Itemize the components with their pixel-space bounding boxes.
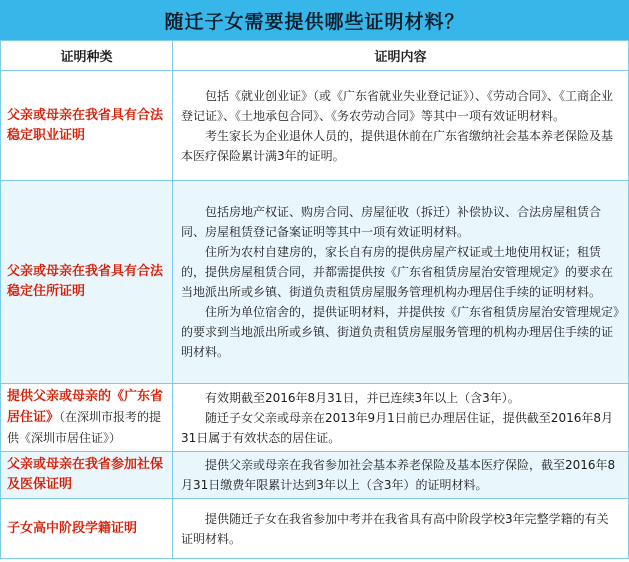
table-row <box>1 384 629 452</box>
category-cell <box>1 181 173 384</box>
content-paragraph: 提供随迁子女在我省参加中考并在我省具有高中阶段学校3年完整学籍的有关证明材料。 <box>181 511 609 546</box>
table-row <box>1 499 629 559</box>
page-title: 随迁子女需要提供哪些证明材料？ <box>0 0 629 40</box>
table-row <box>1 181 629 384</box>
category-main: 提供父亲或母亲的《广东省居住证》 <box>7 388 164 425</box>
table-header-row <box>1 41 629 71</box>
category-cell <box>1 384 173 452</box>
content-cell <box>173 181 629 384</box>
content-paragraph: 包括房地产权证、购房合同、房屋征收（拆迁）补偿协议、合法房屋租赁合同、房屋租赁登记备案证明等其中一项有效证明材料。 <box>181 205 602 239</box>
content-paragraph: 提供父亲或母亲在我省参加社会基本养老保险及基本医疗保险，截至2016年8月31日缴费年限累计达到3年以上（含3年）的证明材料。 <box>181 458 616 492</box>
content-paragraph: 住所为农村自建房的，家长自有房的提供房屋产权证或土地使用权证；租赁的，提供房屋租赁合同，并都需提供按《广东省租赁房屋治安管理规定》的要求在当地派出所或乡镇、街道负责租赁房屋服务管理机构办理居住手续的证明材料。 <box>181 245 614 299</box>
content-paragraph: 考生家长为企业退休人员的，提供退休前在广东省缴纳社会基本养老保险及基本医疗保险累计满3年的证明。 <box>181 128 614 163</box>
category-cell <box>1 452 173 499</box>
content-paragraph: 随迁子女父亲或母亲在2013年9月1日前已办理居住证，提供截至2016年8月31日属于有效状态的居住证。 <box>181 410 613 445</box>
category-note: （在深圳市报考的提供《深圳市居住证》） <box>7 409 162 445</box>
category-label: 子女高中阶段学籍证明 <box>7 520 138 536</box>
category-label: 父亲或母亲在我省具有合法稳定职业证明 <box>7 107 164 143</box>
column-header-type: 证明种类 <box>1 41 173 71</box>
content-cell <box>173 452 629 499</box>
content-cell <box>173 384 629 452</box>
content-paragraph: 有效期截至2016年8月31日，并已连续3年以上（含3年）。 <box>205 390 520 405</box>
category-label: 父亲或母亲在我省参加社保及医保证明 <box>7 457 164 492</box>
content-cell <box>173 71 629 181</box>
content-paragraph: 住所为单位宿舍的，提供证明材料，并提供按《广东省租赁房屋治安管理规定》的要求到当地派出所或乡镇、街道负责租赁房屋服务管理的机构办理居住手续的证明材料。 <box>181 305 620 359</box>
category-cell <box>1 499 173 559</box>
content-paragraph: 包括《就业创业证》（或《广东省就业失业登记证》）、《劳动合同》、《工商企业登记证》、《土地承包合同》、《务农劳动合同》等其中一项有效证明材料。 <box>181 88 614 123</box>
table-row <box>1 452 629 499</box>
category-cell <box>1 71 173 181</box>
content-cell <box>173 499 629 559</box>
column-header-content: 证明内容 <box>173 41 629 71</box>
materials-table <box>0 40 629 559</box>
category-label <box>7 387 166 449</box>
category-label: 父亲或母亲在我省具有合法稳定住所证明 <box>7 264 164 299</box>
table-row <box>1 71 629 181</box>
